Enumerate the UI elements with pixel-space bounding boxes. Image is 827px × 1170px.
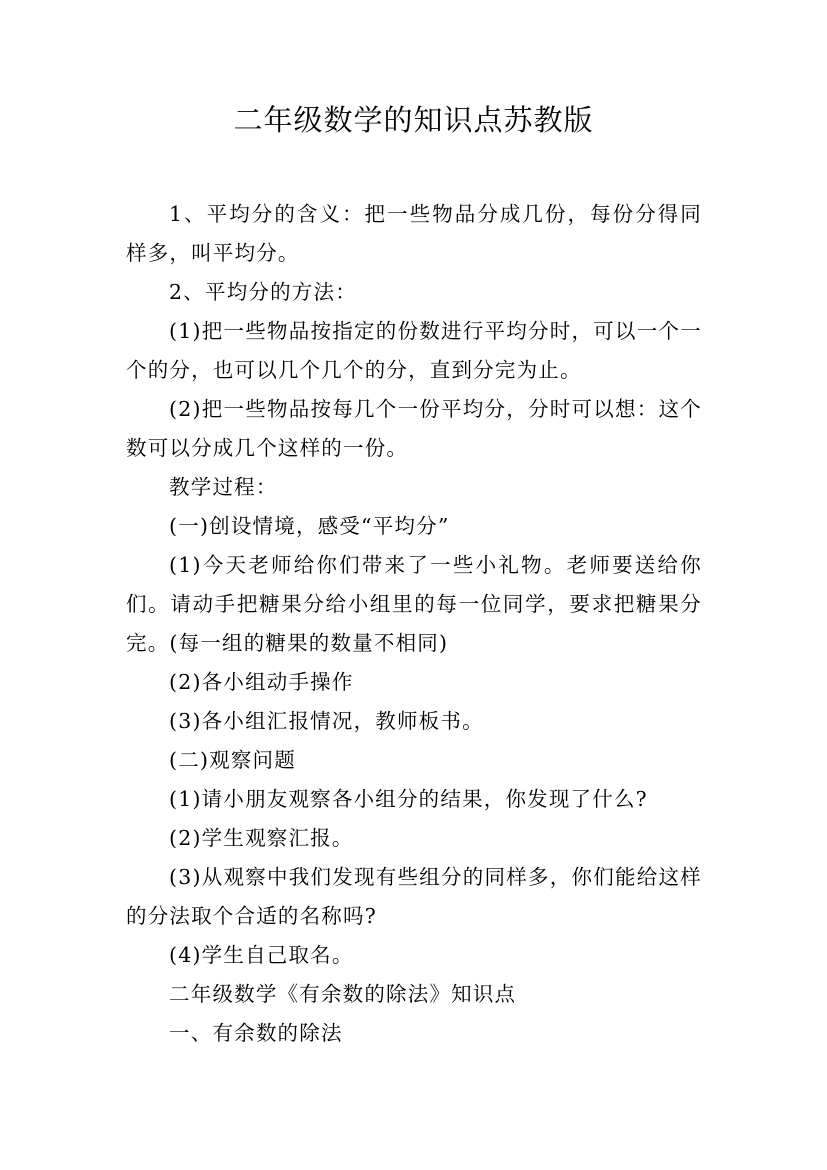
paragraph-method-2: (2)把一些物品按每几个一份平均分，分时可以想：这个数可以分成几个这样的一份。 bbox=[126, 397, 702, 460]
paragraph-step-3: (3)各小组汇报情况，教师板书。 bbox=[169, 709, 484, 733]
paragraph-average-definition: 1、平均分的含义：把一些物品分成几份，每份分得同样多，叫平均分。 bbox=[126, 202, 702, 265]
paragraph-observe-4: (4)学生自己取名。 bbox=[169, 943, 354, 967]
document-title: 二年级数学的知识点苏教版 bbox=[233, 103, 594, 137]
paragraph-division-heading: 二年级数学《有余数的除法》知识点 bbox=[169, 982, 517, 1006]
paragraph-average-methods: 2、平均分的方法： bbox=[169, 280, 357, 304]
paragraph-section-two: (二)观察问题 bbox=[169, 748, 296, 772]
paragraph-observe-2: (2)学生观察汇报。 bbox=[169, 826, 354, 850]
paragraph-observe-3: (3)从观察中我们发现有些组分的同样多，你们能给这样的分法取个合适的名称吗? bbox=[126, 865, 702, 928]
paragraph-observe-1: (1)请小朋友观察各小组分的结果，你发现了什么? bbox=[169, 787, 648, 811]
paragraph-method-1: (1)把一些物品按指定的份数进行平均分时，可以一个一个的分，也可以几个几个的分，直到分完为止。 bbox=[126, 319, 702, 382]
paragraph-step-1: (1)今天老师给你们带来了一些小礼物。老师要送给你们。请动手把糖果分给小组里的每一位同学，要求把糖果分完。(每一组的糖果的数量不相同) bbox=[126, 553, 702, 655]
paragraph-step-2: (2)各小组动手操作 bbox=[169, 670, 354, 694]
paragraph-section-one: (一)创设情境，感受“平均分” bbox=[169, 514, 450, 538]
paragraph-division-section: 一、有余数的除法 bbox=[169, 1021, 343, 1045]
document-body bbox=[126, 195, 702, 1053]
paragraph-teaching-process: 教学过程： bbox=[169, 475, 278, 499]
